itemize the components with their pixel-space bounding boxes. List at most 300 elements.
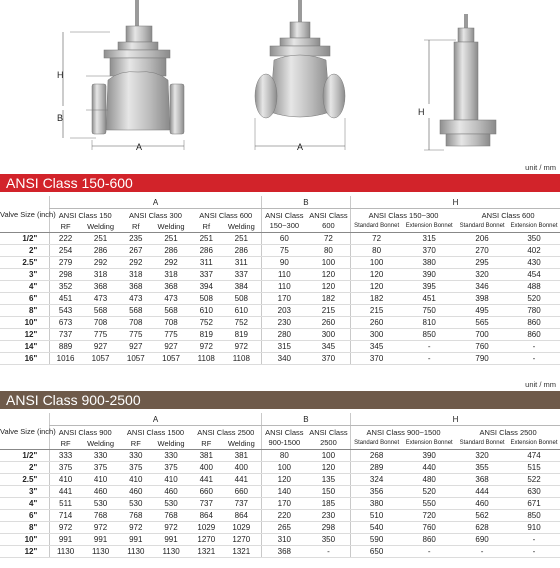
value-cell: 568 [120,305,151,317]
value-cell: 289 [350,462,402,474]
valve-size-cell: 2" [0,462,50,474]
value-cell: 673 [50,317,81,329]
value-cell: 80 [350,245,402,257]
value-cell: 440 [402,462,456,474]
value-cell: 768 [151,510,190,522]
value-cell: 315 [402,233,456,245]
value-cell: 972 [191,341,222,353]
value-cell: 400 [191,462,222,474]
value-cell: 410 [81,474,120,486]
value-cell: 206 [456,233,508,245]
value-cell: 356 [350,486,402,498]
value-cell: 310 [261,534,307,546]
valve-size-cell: 12" [0,329,50,341]
value-cell: 368 [456,474,508,486]
value-cell: 220 [261,510,307,522]
value-cell: 110 [261,281,307,293]
value-cell: 368 [261,546,307,558]
sub-header: ANSI Class 600 [199,210,253,220]
value-cell: 430 [508,257,560,269]
leaf-header: Extension Bonnet [508,221,560,233]
value-cell: 390 [402,269,456,281]
value-cell: 410 [151,474,190,486]
value-cell: 292 [81,257,120,269]
value-cell: - [402,353,456,365]
value-cell: - [508,534,560,546]
value-cell: 488 [508,281,560,293]
leaf-header: RF [50,438,81,450]
group-h-header: H [350,196,560,209]
value-cell: 381 [222,450,261,462]
value-cell: 350 [508,233,560,245]
value-cell: 400 [222,462,261,474]
fig2-a-label: A [297,142,304,152]
group-b-header: B [261,413,350,426]
value-cell: 120 [307,269,351,281]
value-cell: 700 [456,329,508,341]
value-cell: 860 [508,329,560,341]
valve-size-header: Valve Size (inch) [0,413,50,450]
value-cell: - [307,546,351,558]
valve-size-cell: 2" [0,245,50,257]
table-row [0,269,560,281]
value-cell: 775 [120,329,151,341]
value-cell: - [508,341,560,353]
value-cell: 530 [120,498,151,510]
value-cell: 660 [191,486,222,498]
value-cell: 972 [120,522,151,534]
value-cell: 292 [151,257,190,269]
value-cell: 410 [50,474,81,486]
value-cell: 451 [402,293,456,305]
leaf-header: Extension Bonnet [402,438,456,450]
table-ansi-900-2500 [0,413,560,558]
value-cell: - [508,353,560,365]
value-cell: 610 [191,305,222,317]
table-row [0,293,560,305]
value-cell: 398 [456,293,508,305]
leaf-header: RF [50,221,81,233]
value-cell: 375 [50,462,81,474]
sub-header: ANSI Class 2500 [307,426,351,450]
value-cell: 590 [350,534,402,546]
sub-header: ANSI Class 600 [481,210,535,220]
value-cell: 628 [456,522,508,534]
leaf-header: Welding [151,438,190,450]
value-cell: 120 [307,281,351,293]
value-cell: 511 [50,498,81,510]
value-cell: 100 [350,257,402,269]
value-cell: 260 [350,317,402,329]
value-cell: 72 [350,233,402,245]
valve-size-cell: 6" [0,510,50,522]
value-cell: 850 [402,329,456,341]
value-cell: 352 [50,281,81,293]
value-cell: 222 [50,233,81,245]
fig3-h-label: H [418,107,425,117]
leaf-header: Welding [222,221,261,233]
value-cell: 368 [151,281,190,293]
table1-body [0,233,560,365]
table-row [0,450,560,462]
value-cell: 708 [120,317,151,329]
value-cell: 380 [350,498,402,510]
value-cell: 562 [456,510,508,522]
sub-header: ANSI Class 150 [50,209,120,222]
value-cell: 441 [191,474,222,486]
value-cell: - [456,546,508,558]
value-cell: 72 [307,233,351,245]
valve-size-cell: 2.5" [0,474,50,486]
leaf-header: Welding [81,221,120,233]
value-cell: 333 [50,450,81,462]
value-cell: 251 [191,233,222,245]
table-row [0,245,560,257]
value-cell: 864 [191,510,222,522]
value-cell: 324 [350,474,402,486]
value-cell: 460 [120,486,151,498]
value-cell: 330 [81,450,120,462]
table1-title: ANSI Class 150-600 [0,174,560,192]
value-cell: 441 [222,474,261,486]
leaf-header: Rf [120,221,151,233]
value-cell: 927 [151,341,190,353]
value-cell: 473 [151,293,190,305]
value-cell: 991 [50,534,81,546]
value-cell: 760 [456,341,508,353]
value-cell: 300 [307,329,351,341]
value-cell: 235 [120,233,151,245]
value-cell: 320 [456,269,508,281]
value-cell: 346 [456,281,508,293]
value-cell: 345 [307,341,351,353]
leaf-header: Extension Bonnet [402,221,456,233]
valve-size-cell: 3" [0,486,50,498]
value-cell: 110 [261,269,307,281]
value-cell: 370 [350,353,402,365]
value-cell: 390 [402,450,456,462]
group-h-header: H [350,413,560,426]
fig1-h-label: H [57,70,64,80]
value-cell: 230 [307,510,351,522]
valve-size-cell: 4" [0,498,50,510]
value-cell: 480 [402,474,456,486]
value-cell: - [402,341,456,353]
value-cell: 1057 [151,353,190,365]
value-cell: 473 [81,293,120,305]
value-cell: 75 [261,245,307,257]
value-cell: 972 [81,522,120,534]
value-cell: 630 [508,486,560,498]
table-row [0,486,560,498]
value-cell: 1130 [81,546,120,558]
value-cell: 850 [508,510,560,522]
value-cell: 671 [508,498,560,510]
leaf-header: Standard Bonnet [350,221,402,233]
value-cell: 330 [120,450,151,462]
value-cell: 991 [81,534,120,546]
sub-header: ANSI Class 2500 [479,427,537,437]
value-cell: 495 [456,305,508,317]
value-cell: 1321 [191,546,222,558]
value-cell: 100 [261,462,307,474]
leaf-header: RF [120,438,151,450]
value-cell: 100 [307,257,351,269]
value-cell: 300 [350,329,402,341]
value-cell: 265 [261,522,307,534]
value-cell: 530 [81,498,120,510]
value-cell: 395 [402,281,456,293]
unit-label-2: unit / mm [525,380,556,389]
valve-figure-3 [424,14,496,150]
value-cell: 750 [402,305,456,317]
value-cell: 819 [222,329,261,341]
value-cell: 889 [50,341,81,353]
value-cell: 80 [307,245,351,257]
value-cell: 80 [261,450,307,462]
value-cell: 610 [222,305,261,317]
leaf-header: Rf [191,221,222,233]
table-row [0,305,560,317]
value-cell: 708 [151,317,190,329]
value-cell: 650 [350,546,402,558]
fig1-a-label: A [136,142,143,152]
value-cell: 311 [222,257,261,269]
valve-size-cell: 3" [0,269,50,281]
leaf-header: Extension Bonnet [508,438,560,450]
valve-size-cell: 1/2" [0,450,50,462]
valve-size-cell: 16" [0,353,50,365]
value-cell: 270 [456,245,508,257]
sub-header: ANSI Class 150~300 [350,209,456,222]
value-cell: 444 [456,486,508,498]
value-cell: 375 [120,462,151,474]
value-cell: - [402,546,456,558]
value-cell: 1108 [191,353,222,365]
value-cell: 375 [81,462,120,474]
value-cell: 737 [222,498,261,510]
value-cell: 441 [50,486,81,498]
value-cell: 350 [307,534,351,546]
table-row [0,474,560,486]
value-cell: 1108 [222,353,261,365]
table-row [0,329,560,341]
table-row [0,498,560,510]
valve-size-cell: 10" [0,534,50,546]
value-cell: 251 [151,233,190,245]
value-cell: 318 [151,269,190,281]
valve-figure-2 [255,0,345,150]
value-cell: 543 [50,305,81,317]
table-row [0,522,560,534]
value-cell: 690 [456,534,508,546]
value-cell: 473 [120,293,151,305]
value-cell: 402 [508,245,560,257]
value-cell: 355 [456,462,508,474]
value-cell: 182 [307,293,351,305]
leaf-header: RF [191,438,222,450]
value-cell: - [508,546,560,558]
value-cell: 215 [307,305,351,317]
table-row [0,233,560,245]
table-row [0,462,560,474]
value-cell: 775 [151,329,190,341]
value-cell: 991 [120,534,151,546]
sub-header: ANSI Class 900~1500 [350,426,456,439]
value-cell: 370 [402,245,456,257]
value-cell: 737 [50,329,81,341]
sub-header: ANSI Class 900 [50,426,120,439]
value-cell: 752 [191,317,222,329]
value-cell: 660 [222,486,261,498]
value-cell: 230 [261,317,307,329]
leaf-header: Welding [222,438,261,450]
sub-header: ANSI Class 2500 [197,427,255,437]
value-cell: 254 [50,245,81,257]
sub-header: ANSI Class 300 [129,210,182,220]
value-cell: 775 [81,329,120,341]
value-cell: 451 [50,293,81,305]
valve-figure-1 [63,0,184,150]
value-cell: 708 [81,317,120,329]
group-b-header: B [261,196,350,209]
value-cell: 268 [350,450,402,462]
value-cell: 100 [307,450,351,462]
value-cell: 185 [307,498,351,510]
value-cell: 286 [191,245,222,257]
value-cell: 120 [307,462,351,474]
group-a-header: A [50,413,262,426]
value-cell: 251 [81,233,120,245]
value-cell: 345 [350,341,402,353]
value-cell: 203 [261,305,307,317]
valve-size-cell: 2.5" [0,257,50,269]
leaf-header: Welding [151,221,190,233]
value-cell: 819 [191,329,222,341]
value-cell: 286 [81,245,120,257]
valve-size-cell: 10" [0,317,50,329]
value-cell: 286 [151,245,190,257]
value-cell: 260 [307,317,351,329]
value-cell: 337 [191,269,222,281]
value-cell: 768 [120,510,151,522]
value-cell: 135 [307,474,351,486]
value-cell: 318 [120,269,151,281]
value-cell: 522 [508,474,560,486]
value-cell: 768 [81,510,120,522]
leaf-header: Standard Bonnet [456,221,508,233]
value-cell: 454 [508,269,560,281]
value-cell: 860 [508,317,560,329]
value-cell: 311 [191,257,222,269]
value-cell: 1029 [222,522,261,534]
unit-label-1: unit / mm [525,163,556,172]
value-cell: 860 [402,534,456,546]
value-cell: 170 [261,498,307,510]
table-row [0,257,560,269]
valve-size-cell: 12" [0,546,50,558]
value-cell: 298 [50,269,81,281]
value-cell: 1016 [50,353,81,365]
value-cell: 320 [456,450,508,462]
value-cell: 90 [261,257,307,269]
valve-size-cell: 4" [0,281,50,293]
value-cell: 474 [508,450,560,462]
value-cell: 568 [81,305,120,317]
value-cell: 864 [222,510,261,522]
value-cell: 1270 [222,534,261,546]
table-row [0,281,560,293]
value-cell: 384 [222,281,261,293]
value-cell: 394 [191,281,222,293]
value-cell: 215 [350,305,402,317]
value-cell: 540 [350,522,402,534]
valve-size-cell: 6" [0,293,50,305]
value-cell: 520 [402,486,456,498]
value-cell: 1130 [151,546,190,558]
value-cell: 298 [307,522,351,534]
value-cell: 295 [456,257,508,269]
leaf-header: Standard Bonnet [350,438,402,450]
value-cell: 1057 [120,353,151,365]
value-cell: 1029 [191,522,222,534]
leaf-header: Welding [81,438,120,450]
table2-title: ANSI Class 900-2500 [0,391,560,409]
sub-header: ANSI Class 900-1500 [261,426,307,450]
value-cell: 1130 [120,546,151,558]
value-cell: 972 [50,522,81,534]
table-ansi-150-600 [0,196,560,365]
value-cell: 368 [81,281,120,293]
value-cell: 267 [120,245,151,257]
valve-size-cell: 8" [0,305,50,317]
table-row [0,546,560,558]
valve-drawings [0,0,560,160]
value-cell: 760 [402,522,456,534]
value-cell: 340 [261,353,307,365]
value-cell: 120 [261,474,307,486]
value-cell: 910 [508,522,560,534]
value-cell: 140 [261,486,307,498]
value-cell: 279 [50,257,81,269]
valve-size-header: Valve Size (inch) [0,196,50,233]
value-cell: 318 [81,269,120,281]
leaf-header: Standard Bonnet [456,438,508,450]
value-cell: 368 [120,281,151,293]
value-cell: 972 [222,341,261,353]
value-cell: 150 [307,486,351,498]
value-cell: 991 [151,534,190,546]
sub-header: ANSI Class 600 [307,209,351,233]
valve-size-cell: 14" [0,341,50,353]
value-cell: 510 [350,510,402,522]
value-cell: 330 [151,450,190,462]
value-cell: 120 [350,281,402,293]
value-cell: 337 [222,269,261,281]
table-row [0,341,560,353]
table2-body [0,450,560,558]
value-cell: 508 [191,293,222,305]
valve-size-cell: 8" [0,522,50,534]
fig1-b-label: B [57,113,64,123]
valve-size-cell: 1/2" [0,233,50,245]
table-row [0,353,560,365]
value-cell: 1321 [222,546,261,558]
value-cell: 568 [151,305,190,317]
value-cell: 1057 [81,353,120,365]
value-cell: 170 [261,293,307,305]
value-cell: 251 [222,233,261,245]
